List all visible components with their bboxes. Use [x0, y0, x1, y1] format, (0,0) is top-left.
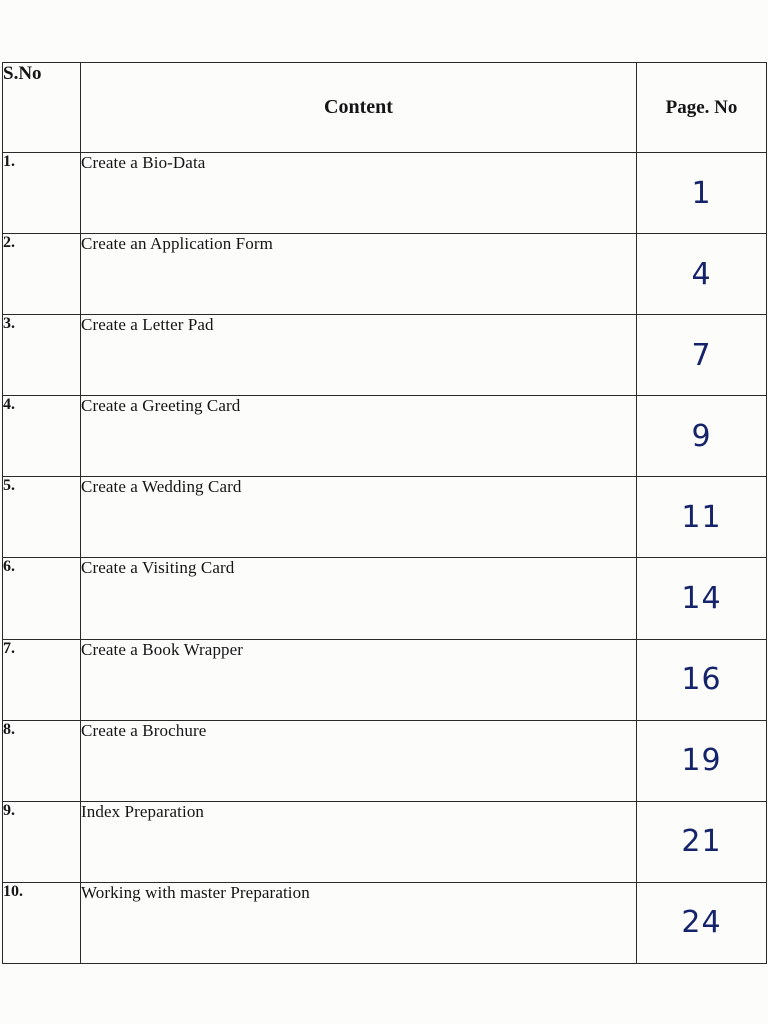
- serial-number-cell: 3.: [3, 315, 81, 396]
- table-header-row: [3, 63, 767, 153]
- serial-number-cell: 7.: [3, 639, 81, 720]
- serial-number-cell: 4.: [3, 396, 81, 477]
- content-cell: Create a Greeting Card: [81, 396, 637, 477]
- page-number-cell: 24: [637, 882, 767, 963]
- serial-number-cell: 5.: [3, 477, 81, 558]
- serial-number-cell: 2.: [3, 234, 81, 315]
- content-cell: Create a Visiting Card: [81, 558, 637, 639]
- page-number-cell: 9: [637, 396, 767, 477]
- serial-number-cell: 10.: [3, 882, 81, 963]
- page-number-cell: 21: [637, 801, 767, 882]
- content-cell: Index Preparation: [81, 801, 637, 882]
- page-number-cell: 4: [637, 234, 767, 315]
- page-number-header: Page. No: [637, 63, 767, 153]
- page-number-cell: 1: [637, 153, 767, 234]
- serial-number-cell: 1.: [3, 153, 81, 234]
- table-row: [3, 720, 767, 801]
- serial-number-cell: 9.: [3, 801, 81, 882]
- serial-number-cell: 8.: [3, 720, 81, 801]
- serial-number-header: S.No: [3, 63, 81, 153]
- index-table: [2, 62, 767, 964]
- table-row: [3, 396, 767, 477]
- page-number-cell: 19: [637, 720, 767, 801]
- content-cell: Create a Book Wrapper: [81, 639, 637, 720]
- page-number-cell: 11: [637, 477, 767, 558]
- content-cell: Create a Letter Pad: [81, 315, 637, 396]
- content-cell: Create a Bio-Data: [81, 153, 637, 234]
- serial-number-cell: 6.: [3, 558, 81, 639]
- content-cell: Create a Brochure: [81, 720, 637, 801]
- content-header: Content: [81, 63, 637, 153]
- table-row: [3, 315, 767, 396]
- table-row: [3, 639, 767, 720]
- table-row: [3, 477, 767, 558]
- table-row: [3, 882, 767, 963]
- table-row: [3, 153, 767, 234]
- table-row: [3, 801, 767, 882]
- content-cell: Create a Wedding Card: [81, 477, 637, 558]
- page-number-cell: 7: [637, 315, 767, 396]
- page-number-cell: 16: [637, 639, 767, 720]
- page-number-cell: 14: [637, 558, 767, 639]
- content-cell: Working with master Preparation: [81, 882, 637, 963]
- table-row: [3, 558, 767, 639]
- content-cell: Create an Application Form: [81, 234, 637, 315]
- table-row: [3, 234, 767, 315]
